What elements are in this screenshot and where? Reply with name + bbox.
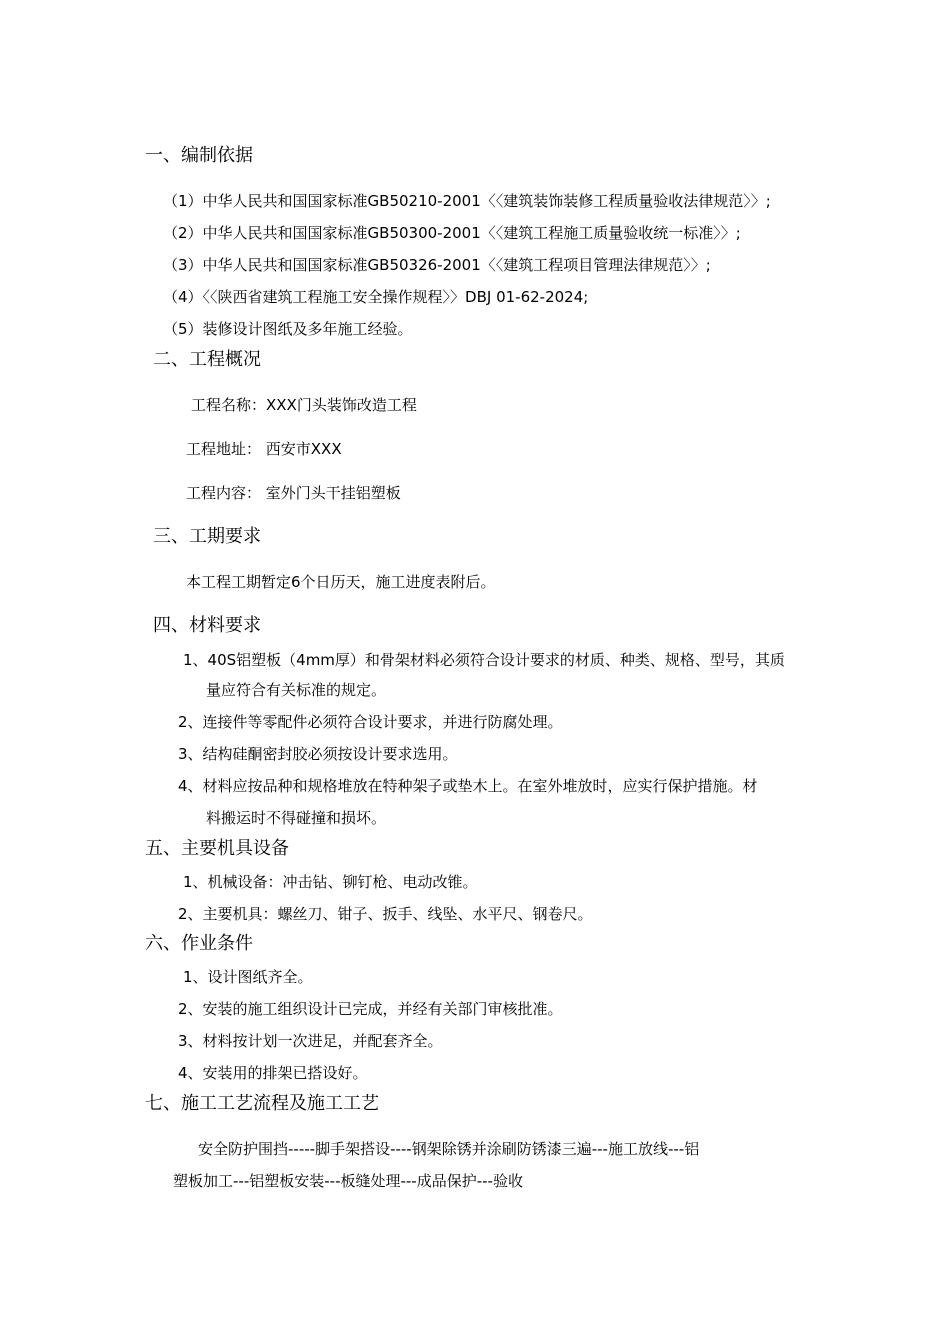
section-7-heading: 七、施工工艺流程及施工工艺 (145, 1093, 379, 1114)
condition-item-3: 3、材料按计划一次进足，并配套齐全。 (178, 1032, 443, 1050)
condition-item-4: 4、安装用的排架已搭设好。 (178, 1064, 368, 1082)
condition-item-1: 1、设计图纸齐全。 (183, 968, 313, 986)
basis-item-2: （2）中华人民共和国国家标准GB50300-2001〈〈建筑工程施工质量验收统一标准〉〉; (163, 224, 741, 242)
section-1-heading: 一、编制依据 (145, 145, 253, 166)
material-item-1: 1、40S铝塑板（4mm厚）和骨架材料必须符合设计要求的材质、种类、规格、型号，其质 (183, 651, 785, 669)
project-content: 工程内容： 室外门头干挂铝塑板 (186, 484, 401, 502)
equipment-item-1: 1、机械设备：冲击钻、铆钉枪、电动改锥。 (183, 873, 478, 891)
equipment-item-2: 2、主要机具：螺丝刀、钳子、扳手、线坠、水平尺、钢卷尺。 (178, 905, 593, 923)
material-item-4: 4、材料应按品种和规格堆放在特种架子或垫木上。在室外堆放时，应实行保护措施。材 (178, 777, 758, 795)
material-item-3: 3、结构硅酮密封胶必须按设计要求选用。 (178, 745, 458, 763)
condition-item-2: 2、安装的施工组织设计已完成，并经有关部门审核批准。 (178, 1000, 563, 1018)
material-item-2: 2、连接件等零配件必须符合设计要求，并进行防腐处理。 (178, 713, 563, 731)
basis-item-4: （4）〈〈陕西省建筑工程施工安全操作规程〉〉DBJ 01-62-2024; (163, 288, 589, 306)
section-3-heading: 三、工期要求 (153, 526, 261, 547)
section-4-heading: 四、材料要求 (153, 615, 261, 636)
project-address: 工程地址： 西安市XXX (186, 440, 342, 458)
basis-item-1: （1）中华人民共和国国家标准GB50210-2001〈〈建筑装饰装修工程质量验收法律规范〉〉; (163, 192, 771, 210)
section-5-heading: 五、主要机具设备 (145, 838, 289, 859)
section-6-heading: 六、作业条件 (145, 933, 253, 954)
process-flow-line-1: 安全防护围挡-----脚手架搭设----钢架除锈并涂刷防锈漆三遍---施工放线---铝 (198, 1140, 700, 1158)
basis-item-5: （5）装修设计图纸及多年施工经验。 (163, 320, 413, 338)
project-name: 工程名称：XXX门头装饰改造工程 (191, 396, 417, 414)
material-item-4-cont: 料搬运时不得碰撞和损坏。 (206, 809, 387, 827)
material-item-1-cont: 量应符合有关标准的规定。 (206, 681, 387, 699)
schedule-text: 本工程工期暂定6个日历天，施工进度表附后。 (186, 573, 496, 591)
section-2-heading: 二、工程概况 (153, 349, 261, 370)
process-flow-line-2: 塑板加工---铝塑板安装---板缝处理---成品保护---验收 (173, 1172, 523, 1190)
basis-item-3: （3）中华人民共和国国家标准GB50326-2001〈〈建筑工程项目管理法律规范〉〉; (163, 256, 711, 274)
